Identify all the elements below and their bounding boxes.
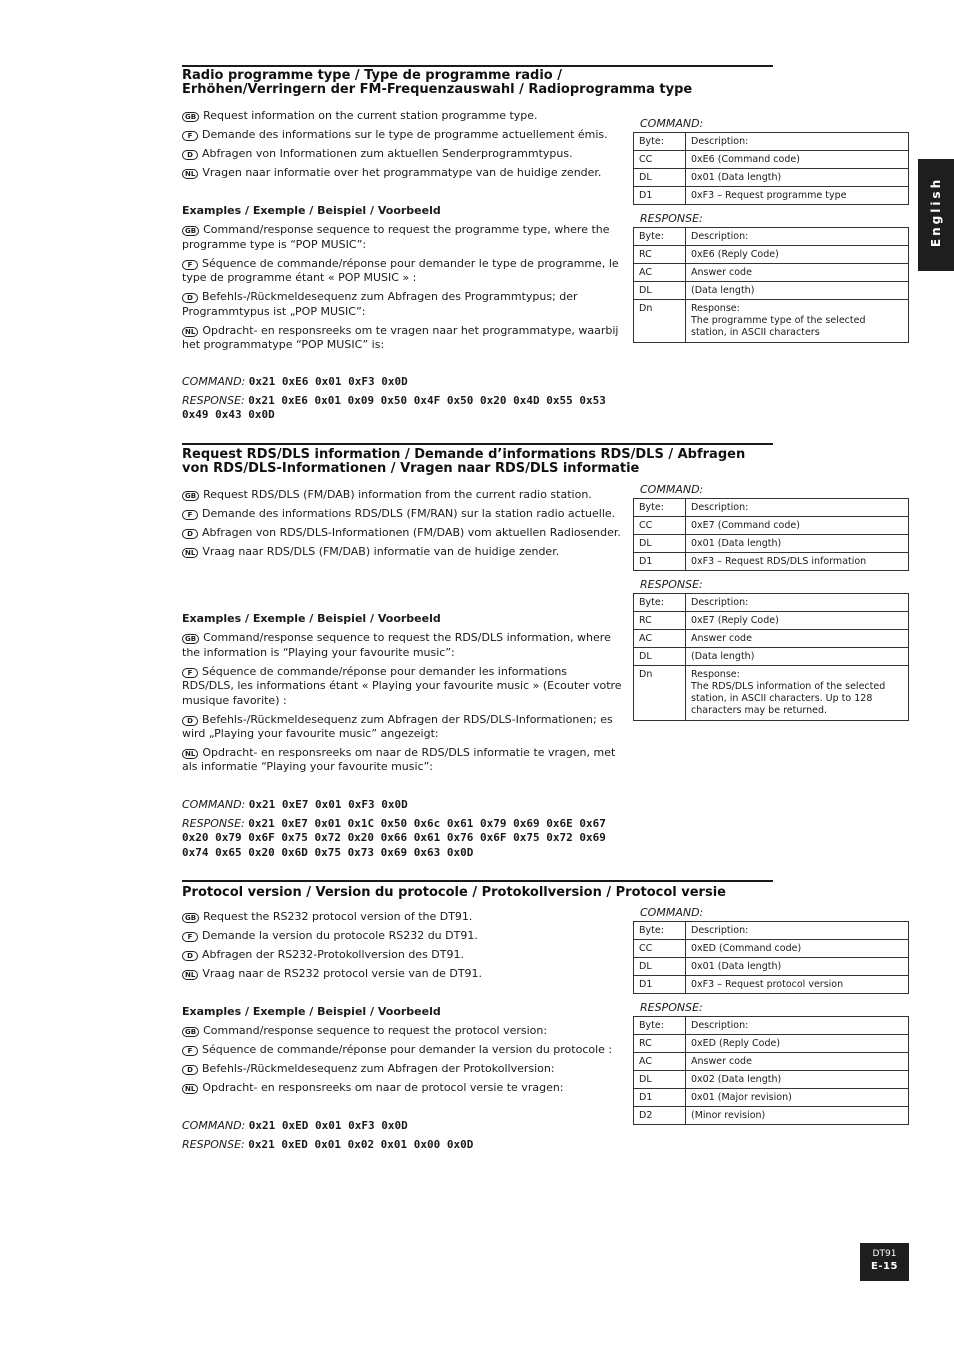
code-example bbox=[182, 1119, 627, 1152]
example-nl-text: Opdracht- en responsreeks om naar de protocol versie te vragen: bbox=[202, 1081, 564, 1095]
table-cell: 0xE6 (Command code) bbox=[686, 151, 909, 169]
table-row bbox=[634, 169, 909, 187]
command-label: COMMAND: bbox=[182, 798, 246, 811]
table-cell: CC bbox=[634, 517, 686, 535]
table-row bbox=[634, 630, 909, 648]
command-table bbox=[633, 921, 909, 994]
table-row bbox=[634, 1071, 909, 1089]
table-cell: AC bbox=[634, 1053, 686, 1071]
intro-d-text: Abfragen von Informationen zum aktuellen Senderprogrammtypus. bbox=[202, 147, 573, 160]
response-label: RESPONSE: bbox=[182, 816, 245, 830]
response-table bbox=[633, 227, 909, 343]
table-row bbox=[634, 612, 909, 630]
section-title-line2: von RDS/DLS-Informationen / Vragen naar RDS/DLS informatie bbox=[182, 461, 640, 476]
section-rds-dls bbox=[182, 443, 909, 863]
table-cell: DL bbox=[634, 282, 686, 300]
f-flag-icon: F bbox=[182, 1046, 198, 1056]
command-label: COMMAND: bbox=[182, 375, 246, 388]
response-hex: 0x21 0xE6 0x01 0x09 0x50 0x4F 0x50 0x20 0x4D 0x55 0x53 0x49 0x43 0x0D bbox=[182, 393, 606, 421]
code-example bbox=[182, 798, 627, 860]
example-d bbox=[182, 1062, 622, 1076]
table-cell: Response: The RDS/DLS information of the selected station, in ASCII characters. Up to 128 characters may be returned. bbox=[686, 666, 909, 721]
examples-heading: Examples / Exemple / Beispiel / Voorbeeld bbox=[182, 1005, 441, 1018]
table-cell: 0xED (Command code) bbox=[686, 940, 909, 958]
table-row bbox=[634, 228, 909, 246]
gb-flag-icon: GB bbox=[182, 491, 199, 501]
table-row bbox=[634, 1089, 909, 1107]
table-cell: 0x01 (Data length) bbox=[686, 535, 909, 553]
example-f-text: Séquence de commande/réponse pour demander la version du protocole : bbox=[202, 1043, 613, 1057]
section-programme-type bbox=[182, 65, 909, 430]
intro-nl-text: Vragen naar informatie over het programmatype van de huidige zender. bbox=[202, 166, 602, 179]
example-d-text: Befehls-/Rückmeldesequenz zum Abfragen der Protokollversion: bbox=[202, 1062, 555, 1076]
d-flag-icon: D bbox=[182, 529, 198, 539]
table-cell: RC bbox=[634, 246, 686, 264]
page-number: E-15 bbox=[871, 1261, 898, 1272]
nl-flag-icon: NL bbox=[182, 749, 198, 759]
command-table-caption: COMMAND: bbox=[640, 483, 704, 496]
table-cell: 0xF3 – Request programme type bbox=[686, 187, 909, 205]
section-title bbox=[182, 886, 782, 900]
table-cell: 0xE6 (Reply Code) bbox=[686, 246, 909, 264]
example-gb-text: Command/response sequence to request the RDS/DLS information, where the information is “Playing your favourite music”: bbox=[182, 631, 611, 659]
intro-d bbox=[182, 526, 622, 540]
section-title-line1: Radio programme type / Type de programme radio / bbox=[182, 68, 563, 83]
table-cell: Answer code bbox=[686, 630, 909, 648]
intro-nl-text: Vraag naar de RS232 protocol versie van de DT91. bbox=[202, 967, 483, 980]
command-hex: 0x21 0xE6 0x01 0xF3 0x0D bbox=[248, 375, 408, 388]
table-cell: D1 bbox=[634, 976, 686, 994]
example-f bbox=[182, 257, 622, 286]
table-row bbox=[634, 151, 909, 169]
example-f bbox=[182, 665, 622, 708]
nl-flag-icon: NL bbox=[182, 1084, 198, 1094]
example-gb-text: Command/response sequence to request the programme type, where the programme type is “POP MUSIC”: bbox=[182, 223, 610, 251]
table-cell: DL bbox=[634, 958, 686, 976]
section-title-line1: Protocol version / Version du protocole / Protokollversion / Protocol versie bbox=[182, 885, 726, 900]
table-cell: Description: bbox=[686, 228, 909, 246]
table-row bbox=[634, 648, 909, 666]
command-label: COMMAND: bbox=[182, 1119, 246, 1132]
intro-d-text: Abfragen der RS232-Protokollversion des DT91. bbox=[202, 948, 464, 961]
nl-flag-icon: NL bbox=[182, 970, 198, 980]
intro-f-text: Demande des informations RDS/DLS (FM/RAN) sur la station radio actuelle. bbox=[202, 507, 616, 520]
table-cell: Answer code bbox=[686, 264, 909, 282]
intro-d bbox=[182, 948, 622, 962]
table-cell: AC bbox=[634, 264, 686, 282]
code-example bbox=[182, 375, 627, 423]
intro-f-text: Demande des informations sur le type de programme actuellement émis. bbox=[202, 128, 608, 141]
table-row bbox=[634, 666, 909, 721]
table-row bbox=[634, 1017, 909, 1035]
command-line bbox=[182, 1119, 627, 1134]
response-line bbox=[182, 1138, 627, 1153]
table-cell: (Data length) bbox=[686, 648, 909, 666]
intro-d-text: Abfragen von RDS/DLS-Informationen (FM/DAB) vom aktuellen Radiosender. bbox=[202, 526, 621, 539]
intro-text bbox=[182, 910, 622, 986]
table-row bbox=[634, 517, 909, 535]
example-nl bbox=[182, 1081, 622, 1095]
table-row bbox=[634, 187, 909, 205]
table-row bbox=[634, 300, 909, 343]
intro-nl-text: Vraag naar RDS/DLS (FM/DAB) informatie van de huidige zender. bbox=[202, 545, 560, 558]
table-row bbox=[634, 958, 909, 976]
section-rule bbox=[182, 65, 773, 67]
intro-gb bbox=[182, 488, 622, 502]
table-cell: Byte: bbox=[634, 922, 686, 940]
table-cell: CC bbox=[634, 940, 686, 958]
table-cell: 0x01 (Data length) bbox=[686, 169, 909, 187]
byte-tables bbox=[633, 904, 909, 1130]
response-table bbox=[633, 1016, 909, 1125]
table-row bbox=[634, 535, 909, 553]
response-table bbox=[633, 593, 909, 721]
table-cell: RC bbox=[634, 1035, 686, 1053]
example-gb bbox=[182, 631, 622, 660]
d-flag-icon: D bbox=[182, 716, 198, 726]
intro-f bbox=[182, 128, 622, 142]
d-flag-icon: D bbox=[182, 1065, 198, 1075]
table-cell: Byte: bbox=[634, 228, 686, 246]
command-line bbox=[182, 375, 627, 390]
table-cell: 0xED (Reply Code) bbox=[686, 1035, 909, 1053]
table-row bbox=[634, 553, 909, 571]
example-f-text: Séquence de commande/réponse pour demander le type de programme, le type de programme étant « POP MUSIC » : bbox=[182, 256, 619, 285]
nl-flag-icon: NL bbox=[182, 169, 198, 179]
table-cell: Byte: bbox=[634, 133, 686, 151]
intro-f bbox=[182, 507, 622, 521]
table-cell: Description: bbox=[686, 594, 909, 612]
table-cell: 0xE7 (Command code) bbox=[686, 517, 909, 535]
example-f bbox=[182, 1043, 622, 1057]
table-cell: (Minor revision) bbox=[686, 1107, 909, 1125]
table-cell: Byte: bbox=[634, 594, 686, 612]
example-d-text: Befehls-/Rückmeldesequenz zum Abfragen des Programmtypus; der Programmtypus ist „POP MUSIC”: bbox=[182, 290, 578, 318]
table-cell: Byte: bbox=[634, 1017, 686, 1035]
section-title-line1: Request RDS/DLS information / Demande d’informations RDS/DLS / Abfragen bbox=[182, 447, 746, 462]
table-cell: Response: The programme type of the selected station, in ASCII characters bbox=[686, 300, 909, 343]
intro-text bbox=[182, 488, 622, 564]
intro-gb-text: Request RDS/DLS (FM/DAB) information from the current radio station. bbox=[203, 488, 592, 501]
examples-block bbox=[182, 612, 622, 779]
response-table-caption: RESPONSE: bbox=[640, 212, 703, 225]
gb-flag-icon: GB bbox=[182, 913, 199, 923]
response-label: RESPONSE: bbox=[182, 1137, 245, 1151]
table-cell: RC bbox=[634, 612, 686, 630]
byte-tables bbox=[633, 115, 909, 348]
intro-nl bbox=[182, 166, 622, 180]
nl-flag-icon: NL bbox=[182, 548, 198, 558]
page-number-box bbox=[860, 1243, 909, 1281]
d-flag-icon: D bbox=[182, 150, 198, 160]
section-title-line2: Erhöhen/Verringern der FM-Frequenzauswahl / Radioprogramma type bbox=[182, 82, 693, 97]
table-cell: 0x02 (Data length) bbox=[686, 1071, 909, 1089]
gb-flag-icon: GB bbox=[182, 112, 199, 122]
intro-f-text: Demande la version du protocole RS232 du DT91. bbox=[202, 929, 478, 942]
section-rule bbox=[182, 880, 773, 882]
response-label: RESPONSE: bbox=[182, 393, 245, 407]
table-row bbox=[634, 499, 909, 517]
table-cell: Dn bbox=[634, 666, 686, 721]
command-table bbox=[633, 132, 909, 205]
table-row bbox=[634, 246, 909, 264]
command-hex: 0x21 0xE7 0x01 0xF3 0x0D bbox=[248, 798, 408, 811]
intro-nl bbox=[182, 545, 622, 559]
response-hex: 0x21 0xED 0x01 0x02 0x01 0x00 0x0D bbox=[248, 1137, 474, 1151]
table-cell: Dn bbox=[634, 300, 686, 343]
language-tab-english bbox=[918, 159, 954, 271]
table-row bbox=[634, 1035, 909, 1053]
table-row bbox=[634, 940, 909, 958]
table-row bbox=[634, 1053, 909, 1071]
table-cell: D1 bbox=[634, 553, 686, 571]
table-cell: DL bbox=[634, 169, 686, 187]
table-cell: AC bbox=[634, 630, 686, 648]
table-cell: DL bbox=[634, 1071, 686, 1089]
f-flag-icon: F bbox=[182, 668, 198, 678]
example-nl bbox=[182, 324, 622, 353]
table-cell: Byte: bbox=[634, 499, 686, 517]
example-d-text: Befehls-/Rückmeldesequenz zum Abfragen der RDS/DLS-Informationen; es wird „Playing your favourite music” angezeigt: bbox=[182, 712, 613, 741]
command-table bbox=[633, 498, 909, 571]
table-cell: 0xF3 – Request RDS/DLS information bbox=[686, 553, 909, 571]
table-cell: 0xF3 – Request protocol version bbox=[686, 976, 909, 994]
intro-gb-text: Request information on the current station programme type. bbox=[203, 109, 538, 122]
response-line bbox=[182, 817, 627, 861]
table-row bbox=[634, 1107, 909, 1125]
intro-gb bbox=[182, 109, 622, 123]
command-hex: 0x21 0xED 0x01 0xF3 0x0D bbox=[248, 1119, 408, 1132]
gb-flag-icon: GB bbox=[182, 226, 199, 236]
table-cell: Description: bbox=[686, 499, 909, 517]
table-cell: (Data length) bbox=[686, 282, 909, 300]
table-cell: Description: bbox=[686, 133, 909, 151]
table-cell: DL bbox=[634, 535, 686, 553]
f-flag-icon: F bbox=[182, 131, 198, 141]
model-name: DT91 bbox=[872, 1249, 897, 1259]
table-cell: D1 bbox=[634, 1089, 686, 1107]
byte-tables bbox=[633, 481, 909, 726]
table-cell: 0xE7 (Reply Code) bbox=[686, 612, 909, 630]
examples-block bbox=[182, 1005, 622, 1100]
table-cell: CC bbox=[634, 151, 686, 169]
command-line bbox=[182, 798, 627, 813]
example-gb-text: Command/response sequence to request the protocol version: bbox=[203, 1024, 548, 1038]
examples-heading: Examples / Exemple / Beispiel / Voorbeeld bbox=[182, 204, 441, 217]
f-flag-icon: F bbox=[182, 260, 198, 270]
intro-d bbox=[182, 147, 622, 161]
table-cell: DL bbox=[634, 648, 686, 666]
section-protocol-version bbox=[182, 880, 909, 1160]
table-row bbox=[634, 594, 909, 612]
example-d bbox=[182, 713, 622, 742]
d-flag-icon: D bbox=[182, 951, 198, 961]
examples-block bbox=[182, 204, 622, 357]
example-nl bbox=[182, 746, 622, 775]
table-row bbox=[634, 976, 909, 994]
section-rule bbox=[182, 443, 773, 445]
gb-flag-icon: GB bbox=[182, 1027, 199, 1037]
table-cell: Description: bbox=[686, 1017, 909, 1035]
table-row bbox=[634, 264, 909, 282]
table-cell: 0x01 (Major revision) bbox=[686, 1089, 909, 1107]
intro-nl bbox=[182, 967, 622, 981]
example-d bbox=[182, 290, 622, 319]
example-gb bbox=[182, 1024, 622, 1038]
gb-flag-icon: GB bbox=[182, 634, 199, 644]
example-gb bbox=[182, 223, 622, 252]
command-table-caption: COMMAND: bbox=[640, 906, 704, 919]
nl-flag-icon: NL bbox=[182, 327, 198, 337]
section-title bbox=[182, 448, 782, 476]
command-table-caption: COMMAND: bbox=[640, 117, 704, 130]
table-row bbox=[634, 922, 909, 940]
example-nl-text: Opdracht- en responsreeks om naar de RDS/DLS informatie te vragen, met als informatie “Playing your favourite music”: bbox=[182, 746, 616, 774]
example-nl-text: Opdracht- en responsreeks om te vragen naar het programmatype, waarbij het programmatype “POP MUSIC” is: bbox=[182, 323, 619, 352]
table-row bbox=[634, 133, 909, 151]
table-cell: Description: bbox=[686, 922, 909, 940]
table-row bbox=[634, 282, 909, 300]
table-cell: D1 bbox=[634, 187, 686, 205]
table-cell: 0x01 (Data length) bbox=[686, 958, 909, 976]
d-flag-icon: D bbox=[182, 293, 198, 303]
response-hex: 0x21 0xE7 0x01 0x1C 0x50 0x6c 0x61 0x79 0x69 0x6E 0x67 0x20 0x79 0x6F 0x75 0x72 0x20 0x66 0x61 0x76 0x6F 0x75 0x72 0x69 0x74 0x65 0x20 0x6D 0x75 0x73 0x69 0x63 0x0D bbox=[182, 816, 606, 859]
example-f-text: Séquence de commande/réponse pour demander les informations RDS/DLS, les informations étant « Playing your favourite music » (Ecouter votre musique favorite) : bbox=[182, 664, 622, 707]
intro-gb bbox=[182, 910, 622, 924]
f-flag-icon: F bbox=[182, 932, 198, 942]
response-table-caption: RESPONSE: bbox=[640, 578, 703, 591]
intro-text bbox=[182, 109, 622, 185]
table-cell: Answer code bbox=[686, 1053, 909, 1071]
response-table-caption: RESPONSE: bbox=[640, 1001, 703, 1014]
language-tab-label: English bbox=[929, 176, 943, 248]
f-flag-icon: F bbox=[182, 510, 198, 520]
intro-f bbox=[182, 929, 622, 943]
section-title bbox=[182, 69, 782, 97]
intro-gb-text: Request the RS232 protocol version of the DT91. bbox=[203, 910, 473, 923]
response-line bbox=[182, 394, 627, 423]
table-cell: D2 bbox=[634, 1107, 686, 1125]
examples-heading: Examples / Exemple / Beispiel / Voorbeeld bbox=[182, 612, 441, 625]
